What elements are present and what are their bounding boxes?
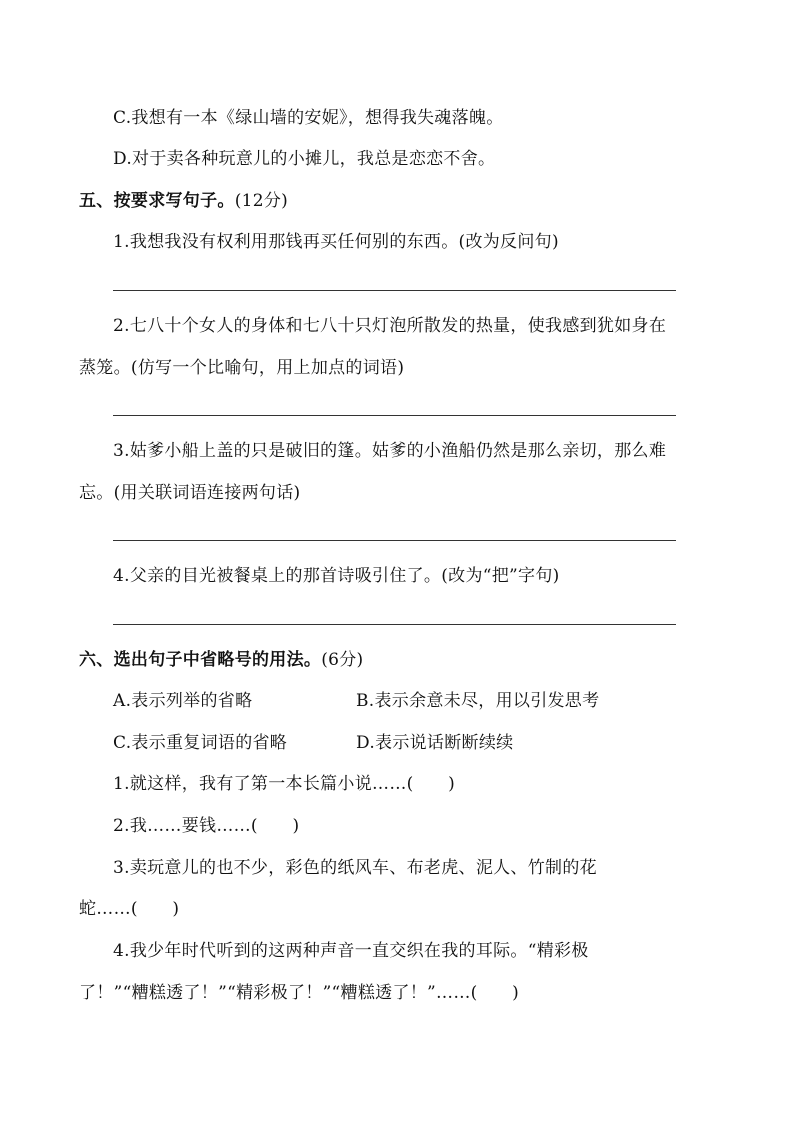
s5-answer-line-2[interactable]	[113, 415, 676, 416]
s5-question-1: 1.我想我没有权利用那钱再买任何别的东西。(改为反问句)	[113, 232, 559, 252]
s6-option-c: C.表示重复词语的省略	[113, 733, 288, 753]
s6-option-b: B.表示余意未尽，用以引发思考	[356, 691, 600, 711]
s6-option-a: A.表示列举的省略	[113, 691, 253, 711]
s6-option-d: D.表示说话断断续续	[356, 733, 514, 753]
s6-question-2: 2.我……要钱……( )	[113, 816, 300, 836]
s5-question-2-line-1: 2.七八十个女人的身体和七八十只灯泡所散发的热量，使我感到犹如身在	[113, 316, 667, 336]
s6-question-3-line-2: 蛇……( )	[79, 899, 180, 919]
s6-question-3-line-1: 3.卖玩意儿的也不少，彩色的纸风车、布老虎、泥人、竹制的花	[113, 858, 597, 878]
s6-question-4-line-2: 了！”“糟糕透了！”“精彩极了！”“糟糕透了！”……( )	[79, 983, 520, 1003]
s5-answer-line-1[interactable]	[113, 290, 676, 291]
s5-question-3-line-1: 3.姑爹小船上盖的只是破旧的篷。姑爹的小渔船仍然是那么亲切，那么难	[113, 441, 667, 461]
s5-question-2-line-2: 蒸笼。(仿写一个比喻句，用上加点的词语)	[79, 358, 405, 378]
section-5-score: (12分)	[234, 191, 289, 211]
s6-question-4-line-1: 4.我少年时代听到的这两种声音一直交织在我的耳际。“精彩极	[113, 941, 589, 961]
s5-question-3-line-2: 忘。(用关联词语连接两句话)	[79, 483, 301, 503]
s5-answer-line-3[interactable]	[113, 540, 676, 541]
section-5-heading	[79, 190, 288, 212]
section-6-score: (6分)	[321, 650, 364, 670]
s5-answer-line-4[interactable]	[113, 624, 676, 625]
option-d-previous: D.对于卖各种玩意儿的小摊儿，我总是恋恋不舍。	[113, 149, 496, 169]
section-5-title: 五、按要求写句子。	[79, 191, 235, 211]
section-6-heading	[79, 649, 363, 671]
option-c-previous: C.我想有一本《绿山墙的安妮》，想得我失魂落魄。	[113, 108, 504, 128]
s6-question-1: 1.就这样，我有了第一本长篇小说……( )	[113, 774, 456, 794]
section-6-title: 六、选出句子中省略号的用法。	[79, 650, 322, 670]
s5-question-4: 4.父亲的目光被餐桌上的那首诗吸引住了。(改为“把”字句)	[113, 566, 560, 586]
